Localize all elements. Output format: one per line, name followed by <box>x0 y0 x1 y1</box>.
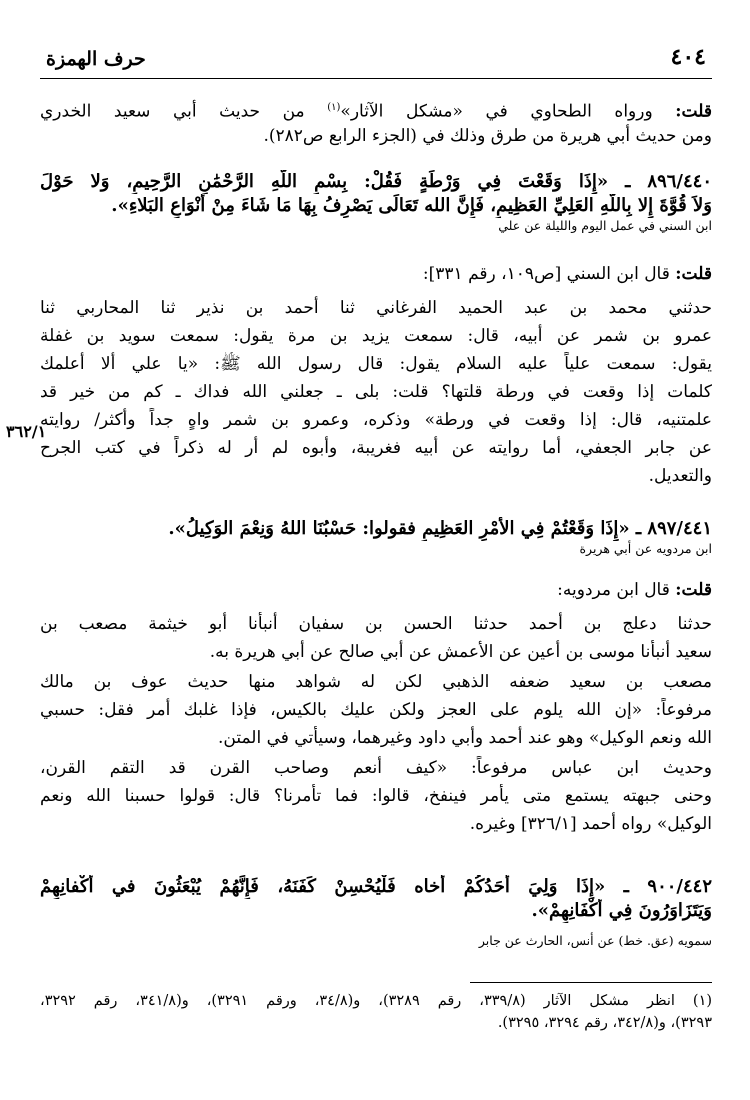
hadith-text-line: وَيَتَزَاوَرُونَ فِي أَكْفَانِهِمْ». <box>531 900 712 921</box>
hadith-source: ابن السني في عمل اليوم والليلة عن علي <box>498 218 712 233</box>
qult-label: قلت: <box>675 264 712 284</box>
footnote <box>40 990 712 1034</box>
hadith-source: سمويه (عق. خط) عن أنس، الحارث عن جابر <box>478 933 712 948</box>
chapter-title: حرف الهمزة <box>46 48 146 70</box>
hadith-440 <box>40 170 712 234</box>
footnote-divider <box>470 982 712 983</box>
text-line: ومن حديث أبي هريرة من طرق وذلك في (الجزء الرابع ص٢٨٢). <box>263 125 712 146</box>
text-line: كلمات إذا وقعت في ورطة قلتها؟ قلت: بلى ـ جعلني الله فداك ـ كم من خير قد <box>40 382 712 402</box>
hadith-source: ابن مردويه عن أبي هريرة <box>579 541 712 556</box>
qult-label: قلت: <box>675 580 712 600</box>
hadith-442 <box>40 875 712 949</box>
text-line: الوكيل» رواه أحمد [٣٢٦/١] وغيره. <box>469 814 712 834</box>
text-line: عن جابر الجعفي، أما روايته عن أبيه فغريبة، وأبوه لم أر له ذكراً في كتب الجرح <box>40 438 712 458</box>
text-line: قلت: قال ابن السني [ص١٠٩، رقم ٣٣١]: <box>422 264 712 284</box>
footnote-line: ٣٢٩٣)، و(٣٤٢/٨، رقم ٣٢٩٤، ٣٢٩٥). <box>497 1015 712 1031</box>
commentary-block-1 <box>40 96 712 148</box>
text-line: قلت: قال ابن مردويه: <box>557 580 712 600</box>
text-line: سعيد أنبأنا موسى بن أعين عن الأعمش عن أبي صالح عن أبي هريرة به. <box>209 642 712 662</box>
text-line: مرفوعاً: «إن الله يلوم على العجز ولكن عليك بالكيس، فإذا غلبك أمر فقل: حسبي <box>40 700 712 720</box>
hadith-text-line: وَلاَ قُوَّةَ إِلا بِاللَّهِ العَلِيِّ العَظِيمِ، فَإِنَّ الله تَعَالَى يَصْرِفُ بِهَا مَا شَاءَ مِنْ أَنْوَاعِ البَلاءِ». <box>111 195 712 216</box>
text-line: عمرو بن شمر عن أبيه، قال: سمعت يزيد بن مرة يقول: سمعت سويد بن غفلة <box>40 326 712 346</box>
text-line: والتعديل. <box>648 466 712 486</box>
hadith-text-line: ٨٩٧/٤٤١ ـ «إِذَا وَقَعْتُمْ فِي الأَمْرِ العَظِيمِ فقولوا: حَسْبُنَا اللهُ وَنِعْمَ الوَكِيلُ». <box>168 518 712 539</box>
text-line: قلت: ورواه الطحاوي في «مشكل الآثار»$^{(١)}$ من حديث أبي سعيد الخدري <box>40 101 712 122</box>
commentary-block-3 <box>40 578 712 836</box>
text-line: حدثني محمد بن عبد الحميد الفرغاني ثنا أحمد بن نذير ثنا المحاربي ثنا <box>40 298 712 318</box>
page-number: ٤٠٤ <box>670 44 706 70</box>
text-line: مصعب بن سعيد ضعفه الذهبي لكن له شواهد منها حديث عوف بن مالك <box>40 672 712 692</box>
commentary-block-2 <box>40 262 712 492</box>
text-line: يقول: سمعت علياً عليه السلام يقول: قال رسول الله ﷺ: «يا علي ألا أعلمك <box>40 354 712 374</box>
text-line: وحديث ابن عباس مرفوعاً: «كيف أنعم وصاحب القرن قد التقم القرن، <box>40 758 712 778</box>
footnote-line: (١) انظر مشكل الآثار (٣٣٩/٨، رقم ٣٢٨٩)، و(٣٤/٨، ورقم ٣٢٩١)، و(٣٤١/٨، رقم ٣٢٩٢، <box>40 993 712 1009</box>
hadith-text-line: ٨٩٦/٤٤٠ ـ «إِذَا وَقَعْتَ فِي وَرْطَةٍ فَقُلْ: بِسْمِ اللَّهِ الرَّحْمَٰنِ الرَّحِيمِ، وَلا حَوْلَ <box>40 171 712 192</box>
footnote-marker: (١) <box>327 102 341 113</box>
text-line: وحنى جبهته يستمع متى يأمر فينفخ، قالوا: فما تأمرنا؟ قال: قولوا حسبنا الله ونعم <box>40 786 712 806</box>
text-line: حدثنا دعلج بن أحمد حدثنا الحسن بن سفيان أنبأنا أبو خيثمة مصعب بن <box>40 614 712 634</box>
hadith-441 <box>40 517 712 557</box>
text-line: علمتنيه، قال: إذا وقعت في ورطة» وذكره، وعمرو بن شمر واهٍ جداً وأكثر/ روايته <box>40 410 712 430</box>
page-header <box>40 42 712 79</box>
text-line: الله ونعم الوكيل» وهو عند أحمد وأبي داود وغيرهما، وسيأتي في المتن. <box>217 728 712 748</box>
qult-label: قلت: <box>675 101 712 122</box>
hadith-text-line: ٩٠٠/٤٤٢ ـ «إِذَا وَلِيَ أَحَدُكُمْ أخاه فَلْيُحْسِنْ كَفَنَهُ، فَإِنَّهُمْ يُبْعَثُونَ في أَكْفانِهِمْ <box>40 876 712 897</box>
margin-reference: ٣٦٢/١ <box>6 422 47 441</box>
